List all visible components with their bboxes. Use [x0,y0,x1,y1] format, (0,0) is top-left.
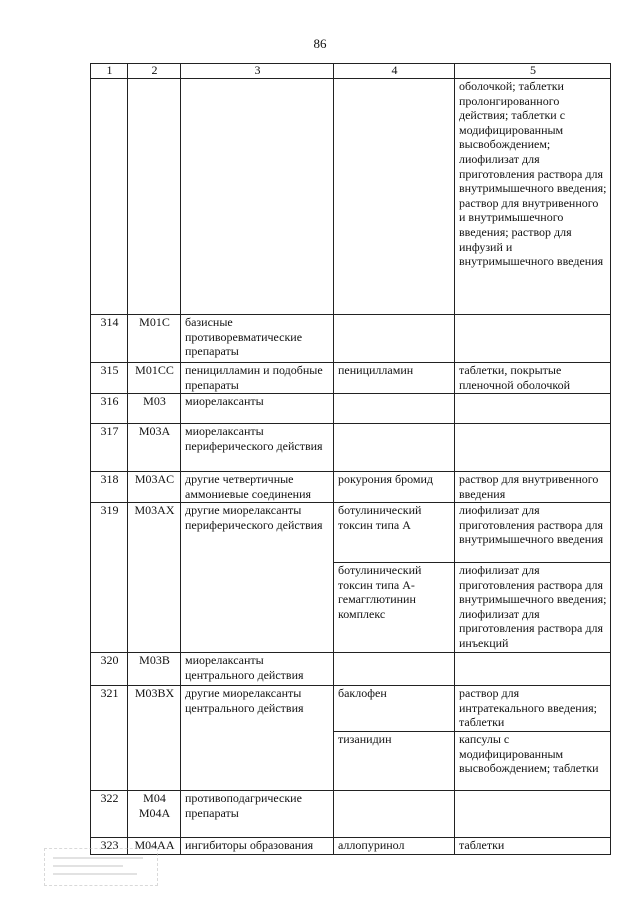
cell-number: 321 [91,686,128,791]
cell-form: таблетки [455,838,611,855]
cell-name: другие миорелаксанты центрального действия [181,686,334,791]
cell-code: M04AA [128,838,181,855]
cell-form: лиофилизат для приготовления раствора для внутримышечного введения [455,503,611,563]
cell-number [91,79,128,315]
cell-form [455,315,611,363]
cell-form: таблетки, покрытые пленочной оболочкой [455,363,611,394]
table-row [91,503,611,563]
cell-number: 317 [91,424,128,472]
col-header-2: 2 [128,64,181,79]
table-row-continued [91,79,611,315]
cell-code: M03AC [128,472,181,503]
table-row [91,472,611,503]
cell-number: 322 [91,791,128,838]
cell-code: M01C [128,315,181,363]
col-header-4: 4 [334,64,455,79]
cell-name: базисные противоревматические препараты [181,315,334,363]
code-line: M04A [138,805,171,820]
cell-name [181,79,334,315]
page-number: 86 [313,36,327,51]
cell-inn [334,315,455,363]
table-row [91,653,611,686]
cell-form: капсулы с модифицированным высвобождением; таблетки [455,732,611,791]
cell-inn: ботулинический токсин типа A-гемагглютинин комплекс [334,563,455,653]
cell-code: M03BX [128,686,181,791]
col-header-3: 3 [181,64,334,79]
cell-name: пеницилламин и подобные препараты [181,363,334,394]
cell-name: миорелаксанты центрального действия [181,653,334,686]
cell-number: 320 [91,653,128,686]
cell-form [455,791,611,838]
faded-stamp [44,848,158,886]
col-header-1: 1 [91,64,128,79]
cell-inn: баклофен [334,686,455,732]
table-row [91,791,611,838]
cell-number: 319 [91,503,128,653]
cell-name: ингибиторы образования [181,838,334,855]
cell-number: 315 [91,363,128,394]
table-row [91,315,611,363]
cell-inn [334,394,455,424]
cell-form: оболочкой; таблетки пролонгированного действия; таблетки с модифицированным высвобождением; лиофилизат для приготовления раствора для внутримышечного введения; раствор для внутривенного и внутримышечного введения; раствор для инфузий и внутримышечного введения [455,79,611,315]
table-row [91,424,611,472]
cell-inn [334,791,455,838]
cell-inn: аллопуринол [334,838,455,855]
header-row [91,64,611,79]
cell-number: 323 [91,838,128,855]
table-row [91,686,611,732]
cell-code: M01CC [128,363,181,394]
cell-name: другие четвертичные аммониевые соединения [181,472,334,503]
cell-inn: ботулинический токсин типа A [334,503,455,563]
cell-form [455,394,611,424]
cell-form: раствор для интратекального введения; таблетки [455,686,611,732]
cell-number: 318 [91,472,128,503]
cell-code: M03B [128,653,181,686]
cell-code [128,791,181,838]
cell-inn [334,424,455,472]
code-line: M04 [143,791,166,805]
cell-name: миорелаксанты [181,394,334,424]
cell-name: другие миорелаксанты периферического действия [181,503,334,653]
cell-form: лиофилизат для приготовления раствора для внутримышечного введения; лиофилизат для приготовления раствора для инъекций [455,563,611,653]
cell-name: миорелаксанты периферического действия [181,424,334,472]
cell-form [455,653,611,686]
cell-inn: рокурония бромид [334,472,455,503]
table-row [91,838,611,855]
cell-code: M03AX [128,503,181,653]
cell-inn: пеницилламин [334,363,455,394]
drug-table [90,63,611,855]
cell-code: M03 [128,394,181,424]
cell-number: 316 [91,394,128,424]
table-row [91,363,611,394]
table-row [91,394,611,424]
cell-name: противоподагрические препараты [181,791,334,838]
cell-inn [334,79,455,315]
cell-code [128,79,181,315]
cell-inn: тизанидин [334,732,455,791]
cell-form [455,424,611,472]
cell-number: 314 [91,315,128,363]
cell-inn [334,653,455,686]
cell-form: раствор для внутривенного введения [455,472,611,503]
col-header-5: 5 [455,64,611,79]
cell-code: M03A [128,424,181,472]
